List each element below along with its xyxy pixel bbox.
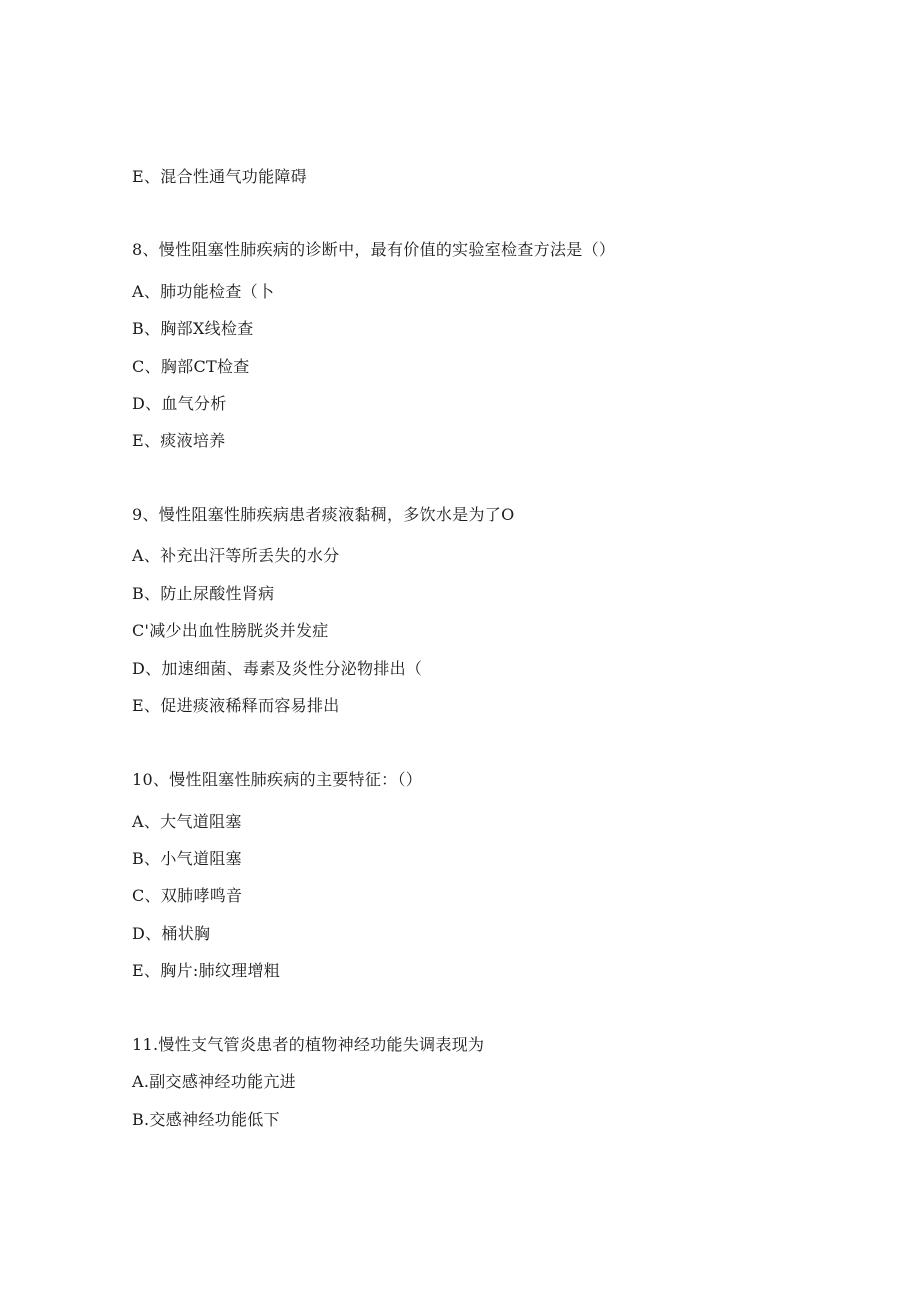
option-e-q8: E、痰液培养 — [132, 431, 226, 450]
option-c-q10: C、双肺哮鸣音 — [132, 886, 243, 905]
option-e-q7: E、混合性通气功能障碍 — [132, 167, 307, 186]
option-c-q8: C、胸部CT检查 — [132, 357, 250, 376]
option-a-q11: A.副交感神经功能亢进 — [132, 1072, 296, 1091]
option-b-q10: B、小气道阻塞 — [132, 849, 242, 868]
question-9: 9、慢性阻塞性肺疾病患者痰液黏稠，多饮水是为了O — [132, 505, 515, 524]
question-10: 10、慢性阻塞性肺疾病的主要特征：（） — [132, 770, 423, 789]
option-a-q10: A、大气道阻塞 — [132, 812, 242, 831]
option-d-q10: D、桶状胸 — [132, 924, 211, 943]
option-e-q9: E、促进痰液稀释而容易排出 — [132, 696, 340, 715]
option-a-q9: A、补充出汗等所丢失的水分 — [132, 546, 340, 565]
option-b-q9: B、防止尿酸性肾病 — [132, 584, 275, 603]
question-11: 11.慢性支气管炎患者的植物神经功能失调表现为 — [132, 1035, 485, 1054]
question-8: 8、慢性阻塞性肺疾病的诊断中，最有价值的实验室检查方法是（） — [132, 240, 616, 259]
option-e-q10: E、胸片:肺纹理增粗 — [132, 961, 281, 980]
option-d-q8: D、血气分析 — [132, 394, 227, 413]
option-b-q11: B.交感神经功能低下 — [132, 1110, 280, 1129]
option-b-q8: B、胸部X线检查 — [132, 319, 254, 338]
option-d-q9: D、加速细菌、毒素及炎性分泌物排出（ — [132, 659, 423, 678]
option-a-q8: A、肺功能检查（卜 — [132, 282, 275, 301]
option-c-q9: C'减少出血性膀胱炎并发症 — [132, 621, 329, 640]
